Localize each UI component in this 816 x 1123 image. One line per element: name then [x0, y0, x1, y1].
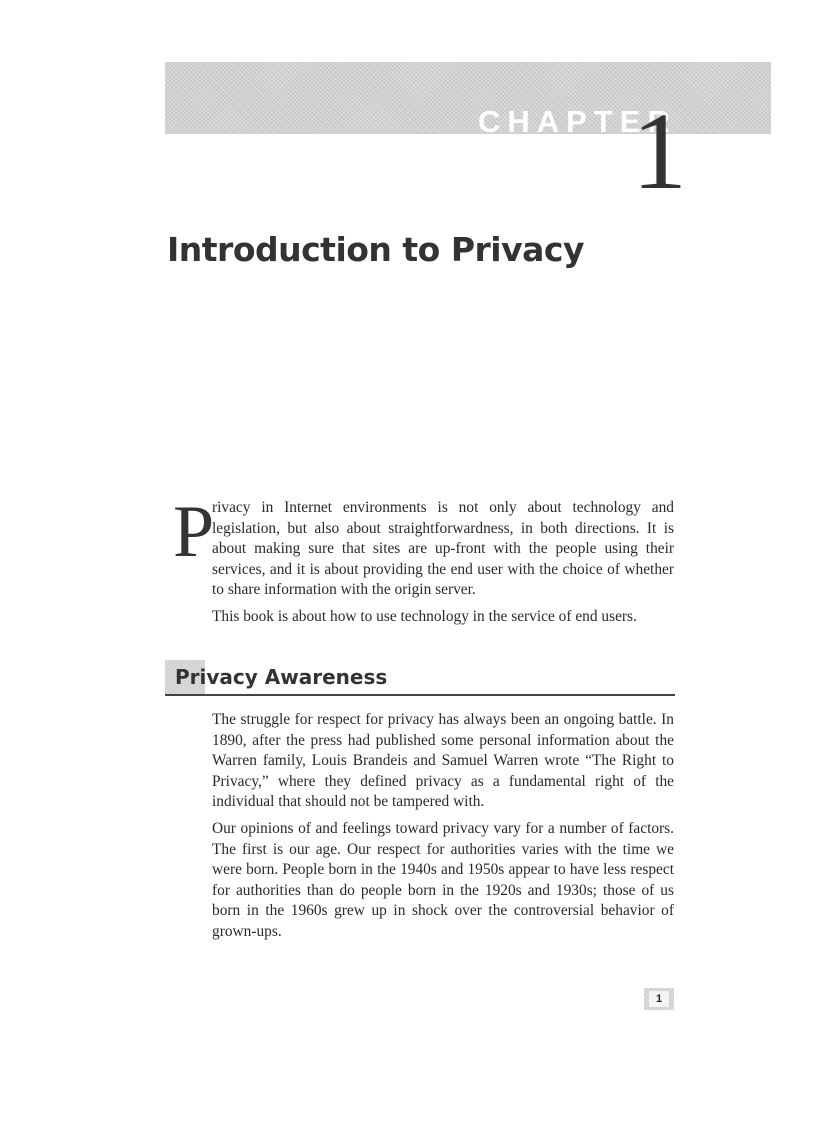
- intro-text: [212, 498, 674, 634]
- body-paragraph: The struggle for respect for privacy has always been an ongoing battle. In 1890, after the press had published some personal information about the Warren family, Louis Brandeis and Samuel Warren wrote “The Right to Privacy,” where they defined privacy as a fundamental right of the individual that should not be tampered with.: [212, 711, 674, 811]
- body-paragraph: Our opinions of and feelings toward privacy vary for a number of factors. The first is our age. Our respect for authorities varies with the time we were born. People born in the 1940s and 1950s appear to have less respect for authorities than do people born in the 1920s and 1930s; those of us born in the 1960s grew up in shock over the controversial behavior of grown-ups.: [212, 819, 674, 940]
- intro-paragraph: rivacy in Internet environments is not only about technology and legislation, but also about straightforwardness, in both directions. It is about making sure that sites are up-front with the people using their services, and it is about providing the end user with the choice of whether to share information with the origin server.: [212, 499, 674, 599]
- section-body: [212, 710, 674, 949]
- chapter-title: Introduction to Privacy: [167, 230, 584, 269]
- intro-paragraph: This book is about how to use technology in the service of end users.: [212, 607, 637, 625]
- chapter-number: 1: [632, 90, 687, 212]
- drop-cap: P: [173, 491, 215, 573]
- section-heading: [165, 660, 675, 696]
- chapter-label: CHAPTER: [478, 104, 677, 139]
- page-number-box: [644, 988, 674, 1010]
- page-number: 1: [649, 991, 669, 1007]
- section-heading-text: Privacy Awareness: [175, 665, 388, 689]
